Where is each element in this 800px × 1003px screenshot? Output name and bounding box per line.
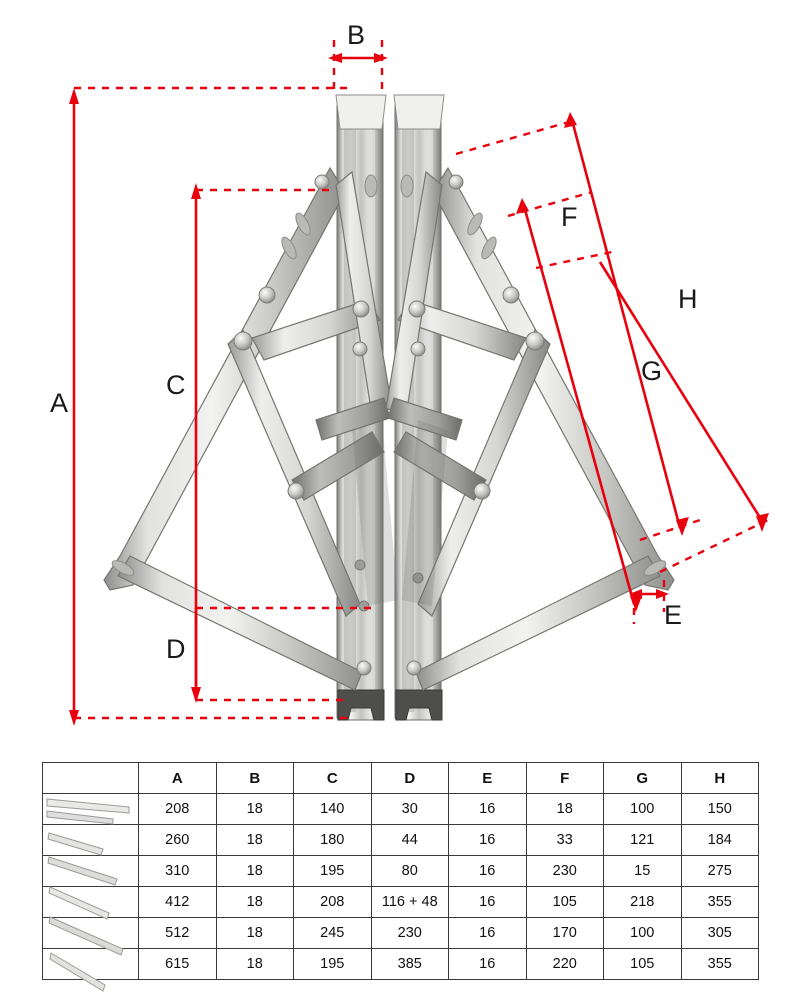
table-cell-E: 16 — [449, 949, 527, 980]
table-cell-H: 184 — [681, 825, 759, 856]
table-cell-C: 195 — [294, 856, 372, 887]
table-cell-E: 16 — [449, 856, 527, 887]
table-cell-C: 245 — [294, 918, 372, 949]
table-header-cell-H: H — [681, 763, 759, 794]
dimension-label-F: F — [561, 202, 578, 232]
table-cell-A: 208 — [139, 794, 217, 825]
table-cell-H: 355 — [681, 949, 759, 980]
table-cell-F: 33 — [526, 825, 604, 856]
table-header-cell-B: B — [216, 763, 294, 794]
dimension-label-A: A — [50, 388, 69, 418]
table-header-cell-C: C — [294, 763, 372, 794]
table-cell-B: 18 — [216, 918, 294, 949]
table-cell-D: 30 — [371, 794, 449, 825]
table-cell-D: 116 + 48 — [371, 887, 449, 918]
dimension-table-wrapper — [42, 762, 758, 980]
table-cell-D: 44 — [371, 825, 449, 856]
dimension-label-E: E — [664, 600, 683, 630]
dimension-label-C: C — [166, 370, 186, 400]
table-header-cell-G: G — [604, 763, 682, 794]
table-cell-B: 18 — [216, 949, 294, 980]
table-cell-C: 208 — [294, 887, 372, 918]
table-cell-A: 260 — [139, 825, 217, 856]
dimension-table — [42, 762, 759, 980]
table-header-cell-E: E — [449, 763, 527, 794]
table-cell-A: 310 — [139, 856, 217, 887]
table-row — [43, 949, 759, 980]
table-cell-B: 18 — [216, 794, 294, 825]
table-cell-D: 230 — [371, 918, 449, 949]
table-cell-E: 16 — [449, 887, 527, 918]
table-cell-E: 16 — [449, 825, 527, 856]
table-cell-H: 150 — [681, 794, 759, 825]
table-cell-A: 615 — [139, 949, 217, 980]
table-cell-G: 105 — [604, 949, 682, 980]
table-row — [43, 825, 759, 856]
table-cell-G: 15 — [604, 856, 682, 887]
table-cell-B: 18 — [216, 825, 294, 856]
table-row — [43, 887, 759, 918]
table-cell-A: 512 — [139, 918, 217, 949]
table-cell-E: 16 — [449, 918, 527, 949]
table-row — [43, 918, 759, 949]
table-cell-B: 18 — [216, 887, 294, 918]
table-cell-D: 385 — [371, 949, 449, 980]
table-cell-C: 195 — [294, 949, 372, 980]
table-cell-G: 218 — [604, 887, 682, 918]
table-cell-H: 305 — [681, 918, 759, 949]
table-cell-C: 180 — [294, 825, 372, 856]
dimension-label-B: B — [347, 20, 366, 50]
table-cell-F: 220 — [526, 949, 604, 980]
table-header-cell-0 — [43, 763, 139, 794]
table-cell-A: 412 — [139, 887, 217, 918]
table-row — [43, 794, 759, 825]
table-cell-C: 140 — [294, 794, 372, 825]
table-row — [43, 856, 759, 887]
table-cell-F: 105 — [526, 887, 604, 918]
table-cell-B: 18 — [216, 856, 294, 887]
table-header-cell-F: F — [526, 763, 604, 794]
table-header-row — [43, 763, 759, 794]
table-cell-H: 355 — [681, 887, 759, 918]
table-cell-F: 18 — [526, 794, 604, 825]
table-cell-F: 230 — [526, 856, 604, 887]
table-cell-G: 121 — [604, 825, 682, 856]
dimension-label-H: H — [678, 284, 698, 314]
dimension-label-G: G — [641, 356, 663, 386]
table-cell-G: 100 — [604, 794, 682, 825]
table-cell-G: 100 — [604, 918, 682, 949]
table-header-cell-D: D — [371, 763, 449, 794]
table-cell-E: 16 — [449, 794, 527, 825]
dimension-label-D: D — [166, 634, 186, 664]
table-cell-F: 170 — [526, 918, 604, 949]
table-header-cell-A: A — [139, 763, 217, 794]
table-cell-H: 275 — [681, 856, 759, 887]
table-cell-D: 80 — [371, 856, 449, 887]
